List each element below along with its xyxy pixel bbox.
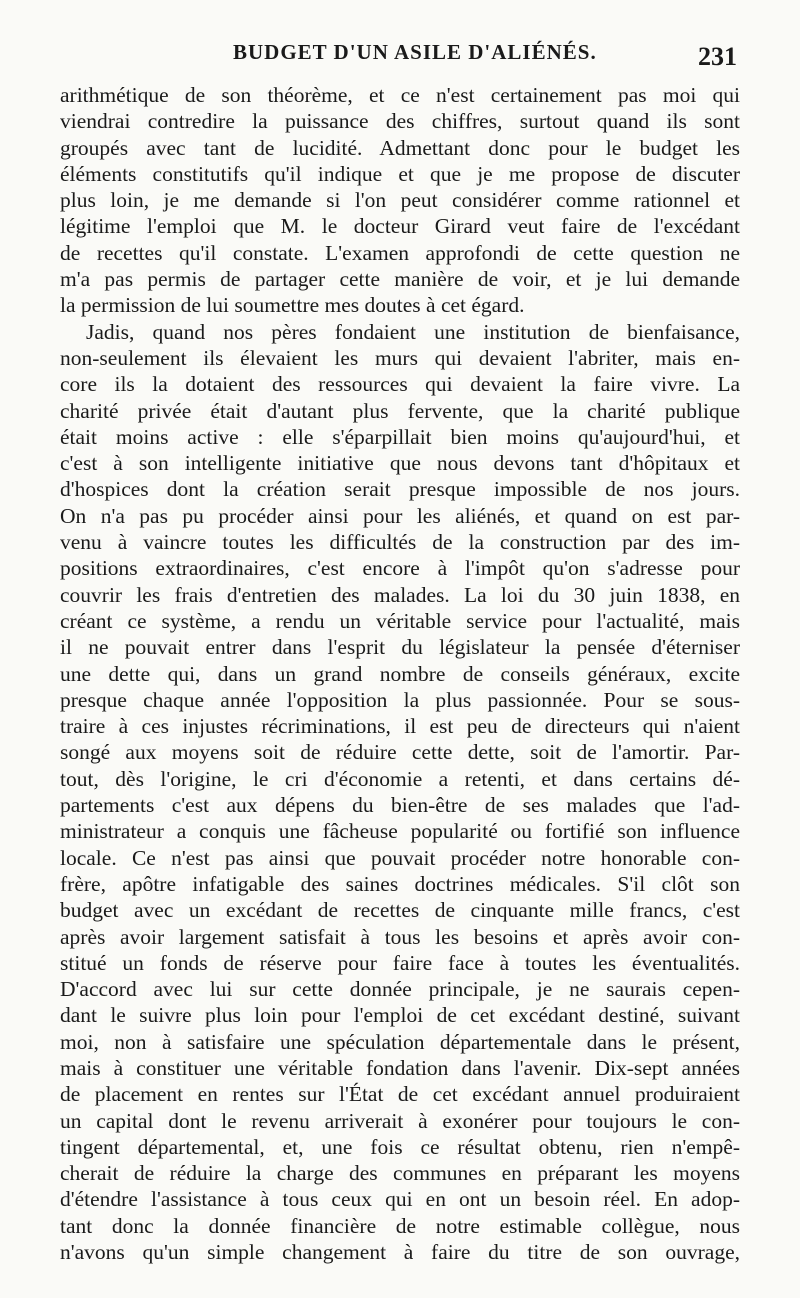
text-line: tout, dès l'origine, le cri d'économie a retenti, et dans certains dé- — [60, 766, 740, 791]
running-head — [0, 40, 800, 76]
text-line: de recettes qu'il constate. L'examen approfondi de cette question ne — [60, 240, 740, 265]
text-line: de placement en rentes sur l'État de cet excédant annuel produiraient — [60, 1082, 740, 1107]
text-line: un capital dont le revenu arriverait à exonérer pour toujours le con- — [60, 1108, 740, 1133]
text-line: tingent départemental, et, une fois ce résultat obtenu, rien n'empê- — [60, 1134, 740, 1159]
text-line: budget avec un excédant de recettes de cinquante mille francs, c'est — [60, 898, 740, 923]
text-line: viendrai contredire la puissance des chiffres, surtout quand ils sont — [60, 109, 740, 134]
text-line: frère, apôtre infatigable des saines doctrines médicales. S'il clôt son — [60, 871, 740, 896]
text-line: d'hospices dont la création serait presque impossible de nos jours. — [60, 477, 740, 502]
text-line: il ne pouvait entrer dans l'esprit du législateur la pensée d'éterniser — [60, 635, 740, 660]
page-number: 231 — [698, 42, 737, 71]
text-line: charité privée était d'autant plus fervente, que la charité publique — [60, 398, 740, 423]
text-line: couvrir les frais d'entretien des malades. La loi du 30 juin 1838, en — [60, 582, 740, 607]
text-line: locale. Ce n'est pas ainsi que pouvait procéder notre honorable con- — [60, 845, 740, 870]
text-line: c'est à son intelligente initiative que nous devons tant d'hôpitaux et — [60, 451, 740, 476]
text-line: légitime l'emploi que M. le docteur Girard veut faire de l'excédant — [60, 214, 740, 239]
text-line: Jadis, quand nos pères fondaient une institution de bienfaisance, — [86, 319, 740, 344]
body-text — [60, 82, 740, 1265]
text-line: cherait de réduire la charge des communes en préparant les moyens — [60, 1161, 740, 1186]
text-line: ministrateur a conquis une fâcheuse popularité ou fortifié son influence — [60, 819, 740, 844]
text-line: éléments constitutifs qu'il indique et que je me propose de discuter — [60, 161, 740, 186]
text-line: n'avons qu'un simple changement à faire du titre de son ouvrage, — [60, 1240, 740, 1265]
text-line: la permission de lui soumettre mes doutes à cet égard. — [60, 293, 525, 318]
text-line: traire à ces injustes récriminations, il est peu de directeurs qui n'aient — [60, 714, 740, 739]
text-line: D'accord avec lui sur cette donnée principale, je ne saurais cepen- — [60, 977, 740, 1002]
text-line: partements c'est aux dépens du bien-être de ses malades que l'ad- — [60, 793, 740, 818]
running-title: BUDGET D'UN ASILE D'ALIÉNÉS. — [233, 40, 597, 64]
text-line: presque chaque année l'opposition la plus passionnée. Pour se sous- — [60, 687, 740, 712]
text-line: core ils la dotaient des ressources qui devaient la faire vivre. La — [60, 372, 740, 397]
text-line: plus loin, je me demande si l'on peut considérer comme rationnel et — [60, 188, 740, 213]
text-line: songé aux moyens soit de réduire cette dette, soit de l'amortir. Par- — [60, 740, 740, 765]
text-line: après avoir largement satisfait à tous les besoins et après avoir con- — [60, 924, 740, 949]
text-line: tant donc la donnée financière de notre estimable collègue, nous — [60, 1213, 740, 1238]
text-line: arithmétique de son théorème, et ce n'est certainement pas moi qui — [60, 83, 740, 107]
text-line: créant ce système, a rendu un véritable service pour l'actualité, mais — [60, 608, 740, 633]
text-line: mais à constituer une véritable fondation dans l'avenir. Dix-sept années — [60, 1055, 740, 1080]
text-line: d'étendre l'assistance à tous ceux qui en ont un besoin réel. En adop- — [60, 1187, 740, 1212]
text-line: était moins active : elle s'éparpillait bien moins qu'aujourd'hui, et — [60, 424, 740, 449]
text-line: non-seulement ils élevaient les murs qui devaient l'abriter, mais en- — [60, 345, 740, 370]
text-line: venu à vaincre toutes les difficultés de la construction par des im- — [60, 530, 740, 555]
text-line: positions extraordinaires, c'est encore à l'impôt qu'on s'adresse pour — [60, 556, 740, 581]
text-line: moi, non à satisfaire une spéculation départementale dans le présent, — [60, 1029, 740, 1054]
text-line: On n'a pas pu procéder ainsi pour les aliénés, et quand on est par- — [60, 503, 740, 528]
text-line: groupés avec tant de lucidité. Admettant donc pour le budget les — [60, 135, 740, 160]
text-line: dant le suivre plus loin pour l'emploi de cet excédant destiné, suivant — [60, 1003, 740, 1028]
text-line: une dette qui, dans un grand nombre de conseils généraux, excite — [60, 661, 740, 686]
text-line: stitué un fonds de réserve pour faire face à toutes les éventualités. — [60, 950, 740, 975]
text-line: m'a pas permis de partager cette manière de voir, et je lui demande — [60, 267, 740, 292]
